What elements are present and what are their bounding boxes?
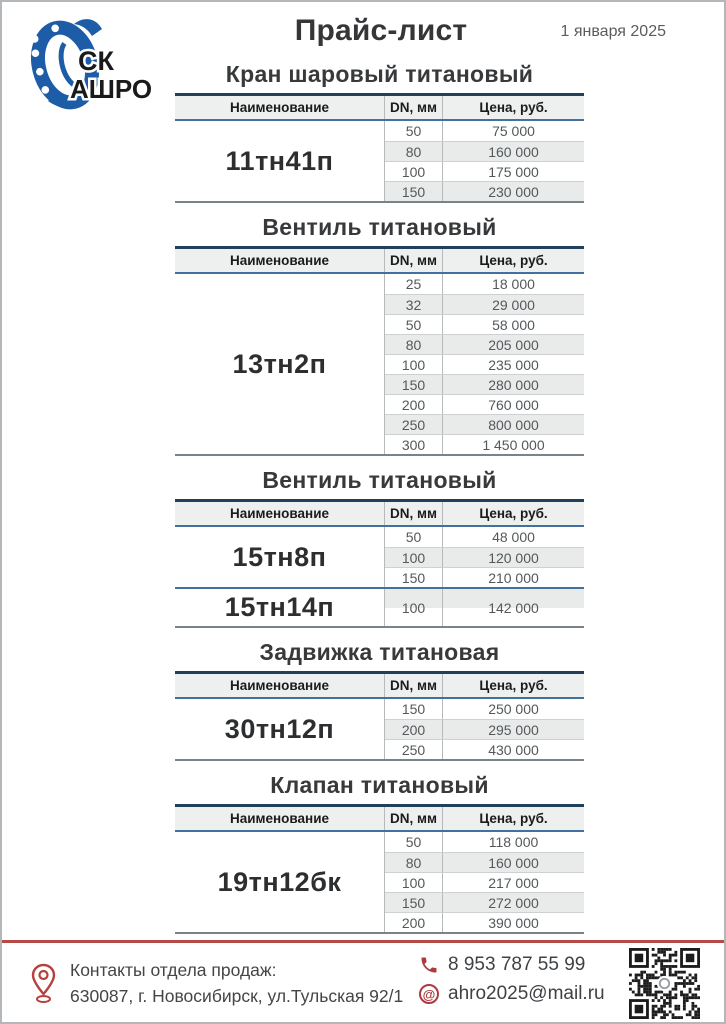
price-table [175,93,584,203]
col-header-name: Наименование [175,249,385,272]
product-name: 11тн41п [175,121,385,201]
email-address: ahro2025@mail.ru [448,983,605,1004]
price-value: 295 000 [488,721,539,738]
col-header-price: Цена, руб. [479,678,548,693]
price-row [385,872,584,892]
price-row [385,141,584,161]
price-section [2,213,724,456]
price-value: 760 000 [488,396,539,413]
dn-value: 32 [385,295,443,314]
col-header-dn: DN, мм [385,807,443,830]
price-table [175,246,584,456]
dn-value: 80 [385,335,443,354]
price-value: 48 000 [492,529,535,545]
col-header-price: Цена, руб. [479,253,548,268]
dn-value: 200 [385,395,443,414]
product-name: 19тн12бк [175,832,385,932]
dn-value: 150 [385,375,443,394]
price-row [385,567,584,587]
col-header-dn: DN, мм [385,674,443,697]
price-section [2,60,724,203]
dn-value: 250 [385,415,443,434]
price-value: 230 000 [488,183,539,200]
price-row [385,719,584,739]
price-row [385,434,584,454]
logo-text-line2: АШРО [70,74,153,104]
price-value: 205 000 [488,336,539,353]
dn-value: 150 [385,568,443,587]
price-row [385,547,584,567]
product-name: 15тн14п [175,589,385,626]
address-text: 630087, г. Новосибирск, ул.Тульская 92/1 [70,986,404,1006]
price-row [385,294,584,314]
col-header-name: Наименование [175,96,385,119]
price-value: 390 000 [488,914,539,931]
price-row [385,832,584,852]
price-value: 75 000 [492,123,535,139]
price-value: 430 000 [488,741,539,758]
col-header-name: Наименование [175,807,385,830]
col-header-name: Наименование [175,674,385,697]
price-row [385,589,584,626]
dn-value: 200 [385,720,443,739]
price-table [175,804,584,934]
col-header-price: Цена, руб. [479,100,548,115]
price-row [385,699,584,719]
dn-value: 200 [385,913,443,932]
table-header-row [175,246,584,274]
col-header-dn: DN, мм [385,502,443,525]
section-title: Клапан титановый [270,772,489,798]
price-row [385,161,584,181]
dn-value: 80 [385,853,443,872]
date-label: 1 января 2025 [560,23,666,40]
dn-value: 50 [385,527,443,547]
dn-value: 150 [385,182,443,201]
phone-email-block [419,952,605,1007]
section-title: Кран шаровый титановый [225,61,534,87]
price-value: 1 450 000 [482,436,545,453]
price-row [385,374,584,394]
table-header-row [175,499,584,527]
col-header-price: Цена, руб. [479,811,548,826]
email-icon: @ [419,984,439,1004]
price-row [385,394,584,414]
contacts-label: Контакты отдела продаж: [70,960,277,980]
product-group [175,587,584,626]
dn-value: 150 [385,893,443,912]
product-group [175,274,584,454]
col-header-price: Цена, руб. [479,506,548,521]
dn-value: 50 [385,315,443,334]
price-row [385,121,584,141]
price-value: 272 000 [488,894,539,911]
product-name: 30тн12п [175,699,385,759]
product-group [175,832,584,932]
col-header-name: Наименование [175,502,385,525]
col-header-dn: DN, мм [385,249,443,272]
price-value: 160 000 [488,143,539,160]
section-title: Вентиль титановый [262,467,497,493]
price-value: 250 000 [488,701,539,717]
price-row [385,739,584,759]
dn-value: 80 [385,142,443,161]
price-value: 800 000 [488,416,539,433]
price-row [385,527,584,547]
price-value: 175 000 [488,163,539,180]
dn-value: 300 [385,435,443,454]
dn-value: 150 [385,699,443,719]
product-name: 13тн2п [175,274,385,454]
price-value: 18 000 [492,276,535,292]
phone-number: 8 953 787 55 99 [448,954,586,975]
page-title: Прайс-лист [294,14,468,47]
dn-value: 50 [385,121,443,141]
price-value: 58 000 [492,316,535,333]
price-table [175,671,584,761]
price-value: 160 000 [488,854,539,871]
price-value: 120 000 [488,549,539,566]
price-row [385,892,584,912]
dn-value: 250 [385,740,443,759]
price-row [385,314,584,334]
price-row [385,414,584,434]
dn-value: 50 [385,832,443,852]
qr-code [629,948,700,1019]
section-title: Задвижка титановая [259,639,500,665]
footer [2,943,724,1022]
product-name: 15тн8п [175,527,385,587]
price-value: 29 000 [492,296,535,313]
product-group [175,699,584,759]
location-pin-icon [30,962,57,1004]
price-section [2,466,724,628]
table-header-row [175,93,584,121]
section-title: Вентиль титановый [262,214,497,240]
phone-icon [419,955,439,975]
price-table [175,499,584,628]
price-sections [2,60,724,944]
price-value: 210 000 [488,569,539,586]
price-value: 118 000 [488,834,539,850]
price-row [385,334,584,354]
dn-value: 100 [385,873,443,892]
dn-value: 100 [385,162,443,181]
product-group [175,527,584,587]
price-row [385,274,584,294]
dn-value: 100 [385,548,443,567]
price-section [2,771,724,934]
contacts-block [30,957,403,1009]
logo-text-line1: СК [78,46,114,76]
col-header-dn: DN, мм [385,96,443,119]
dn-value: 100 [385,355,443,374]
table-header-row [175,671,584,699]
price-value: 280 000 [488,376,539,393]
dn-value: 100 [385,589,443,626]
price-value: 235 000 [488,356,539,373]
price-row [385,181,584,201]
table-header-row [175,804,584,832]
product-group [175,121,584,201]
price-value: 142 000 [488,599,539,616]
price-row [385,852,584,872]
price-value: 217 000 [488,874,539,891]
price-row [385,912,584,932]
price-section [2,638,724,761]
price-row [385,354,584,374]
dn-value: 25 [385,274,443,294]
